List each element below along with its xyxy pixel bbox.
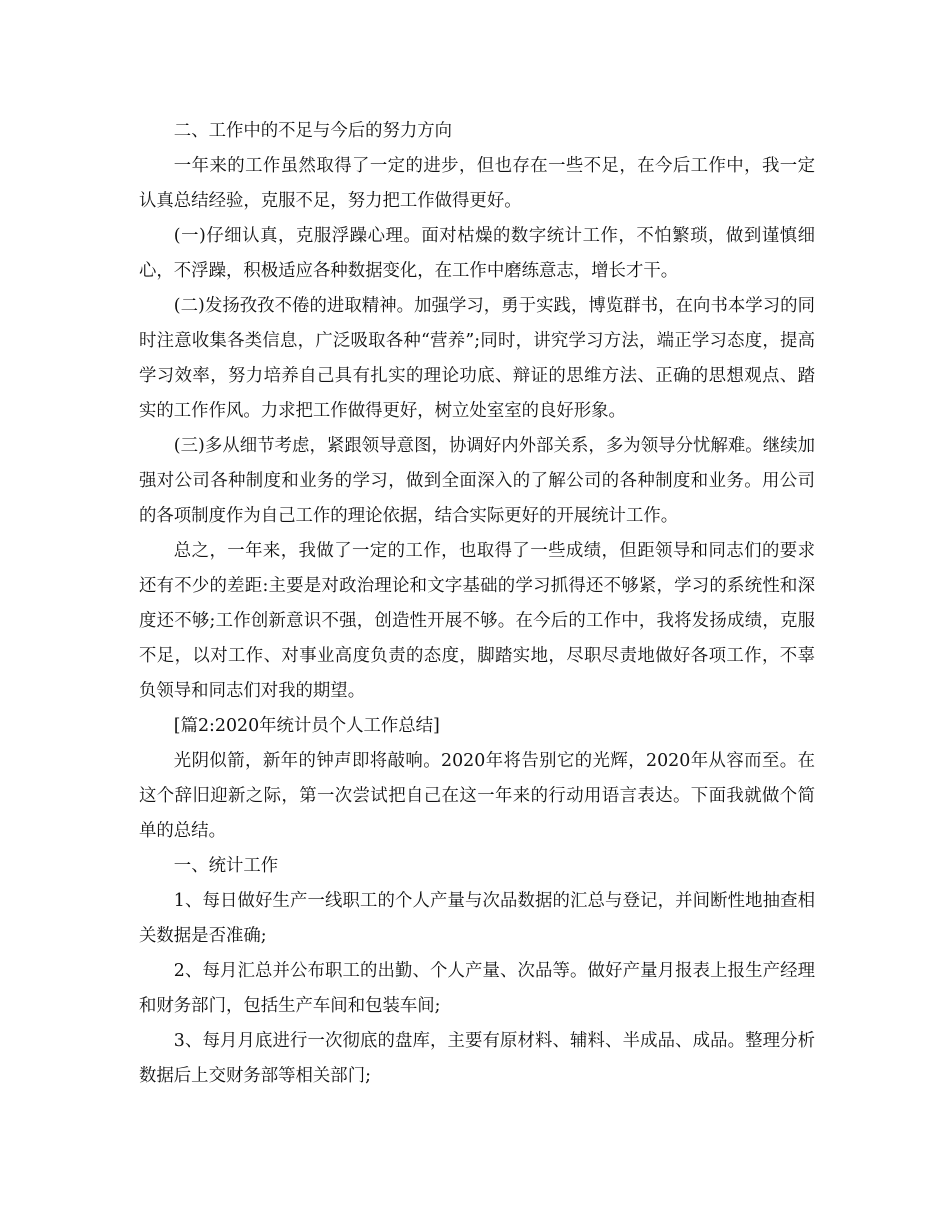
article-title: [篇2:2020年统计员个人工作总结] [173, 716, 440, 736]
list-item-monthly: 2、每月汇总并公布职工的出勤、个人产量、次品等。做好产量月报表上报生产经理和财务部门，包括生产车间和包装车间; [139, 961, 815, 1016]
section-heading-shortcomings: 二、工作中的不足与今后的努力方向 [173, 121, 453, 141]
paragraph-item-3: (三)多从细节考虑，紧跟领导意图，协调好内外部关系，多为领导分忧解难。继续加强对公司各种制度和业务的学习，做到全面深入的了解公司的各种制度和业务。用公司的各项制度作为自己工作的理论依据，结合实际更好的开展统计工作。 [139, 436, 815, 526]
paragraph-item-1: (一)仔细认真，克服浮躁心理。面对枯燥的数字统计工作，不怕繁琐，做到谨慎细心，不浮躁，积极适应各种数据变化，在工作中磨练意志，增长才干。 [139, 226, 815, 281]
paragraph-intro: 一年来的工作虽然取得了一定的进步，但也存在一些不足，在今后工作中，我一定认真总结经验，克服不足，努力把工作做得更好。 [139, 156, 815, 211]
paragraph-summary: 总之，一年来，我做了一定的工作，也取得了一些成绩，但距领导和同志们的要求还有不少的差距:主要是对政治理论和文字基础的学习抓得还不够紧，学习的系统性和深度还不够;工作创新意识不强，创造性开展不够。在今后的工作中，我将发扬成绩，克服不足，以对工作、对事业高度负责的态度，脚踏实地，尽职尽责地做好各项工作，不辜负领导和同志们对我的期望。 [139, 541, 815, 701]
document-body [139, 114, 815, 1094]
paragraph-opening: 光阴似箭，新年的钟声即将敲响。2020年将告别它的光辉，2020年从容而至。在这个辞旧迎新之际，第一次尝试把自己在这一年来的行动用语言表达。下面我就做个简单的总结。 [139, 751, 815, 841]
section-heading-statistics: 一、统计工作 [173, 856, 279, 876]
list-item-inventory: 3、每月月底进行一次彻底的盘库，主要有原材料、辅料、半成品、成品。整理分析数据后上交财务部等相关部门; [139, 1031, 815, 1086]
paragraph-item-2: (二)发扬孜孜不倦的进取精神。加强学习，勇于实践，博览群书，在向书本学习的同时注意收集各类信息，广泛吸取各种“营养”;同时，讲究学习方法，端正学习态度，提高学习效率，努力培养自己具有扎实的理论功底、辩证的思维方法、正确的思想观点、踏实的工作作风。力求把工作做得更好，树立处室室的良好形象。 [139, 296, 815, 421]
list-item-daily: 1、每日做好生产一线职工的个人产量与次品数据的汇总与登记，并间断性地抽查相关数据是否准确; [139, 891, 815, 946]
